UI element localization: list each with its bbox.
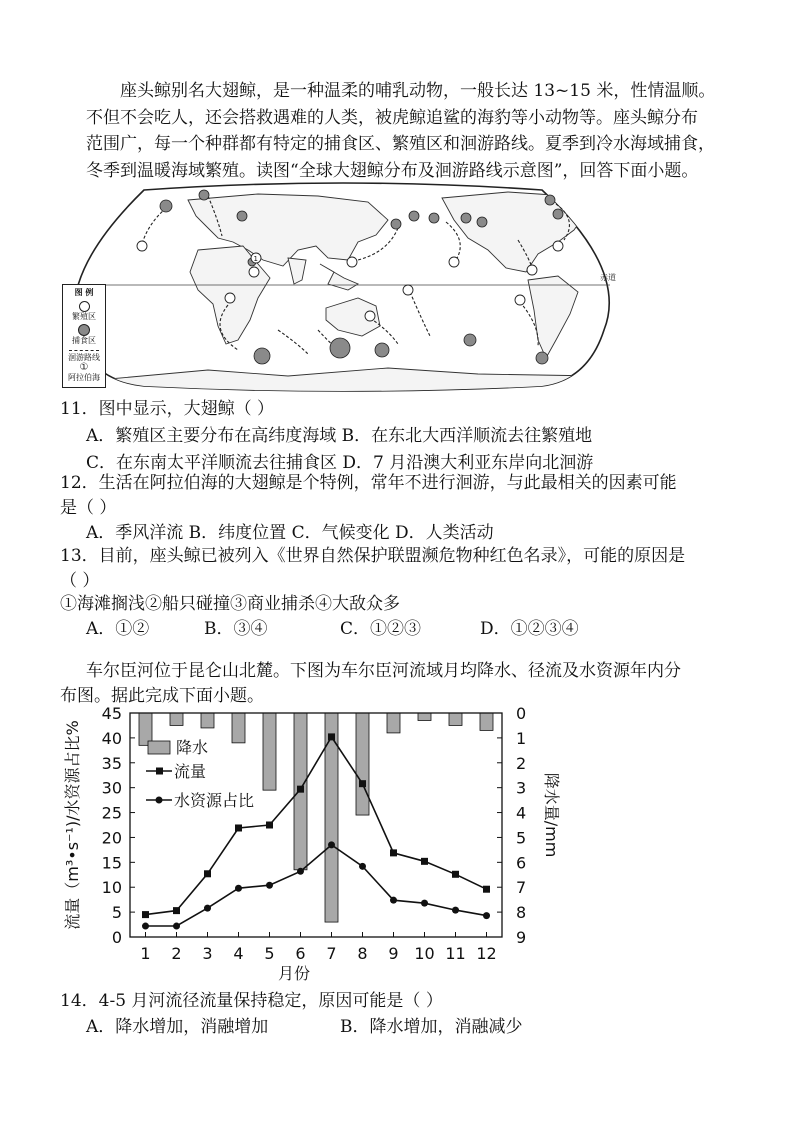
legend-feeding-label: 捕食区 [72, 336, 96, 345]
flow-point [328, 733, 335, 740]
breeding-area [137, 241, 147, 251]
precipitation-bar [232, 713, 245, 743]
precipitation-bar [387, 713, 400, 733]
flow-point [297, 786, 304, 793]
y-left-tick-label: 5 [111, 903, 122, 923]
y-left-tick-label: 15 [101, 853, 122, 873]
passage-line: 冬季到温暖海域繁殖。读图“全球大翅鲸分布及洄游路线示意图”，回答下面小题。 [86, 160, 699, 181]
flow-point [173, 907, 180, 914]
legend-share-label: 水资源占比 [174, 791, 255, 810]
precipitation-bar [449, 713, 462, 725]
water-share-point [266, 882, 273, 889]
arabian-sea-marker-label: 1 [253, 255, 258, 263]
water-share-point [204, 905, 211, 912]
x-tick-label: 6 [295, 944, 306, 963]
water-share-point [359, 863, 366, 870]
flow-point [142, 911, 149, 918]
precipitation-bar [170, 713, 183, 725]
flow-point [452, 871, 459, 878]
question-12-stem: 12．生活在阿拉伯海的大翅鲸是个特例，常年不进行洄游，与此最相关的因素可能 [60, 473, 677, 493]
legend-arabian-label: 阿拉伯海 [68, 373, 100, 382]
y-right-tick-label: 9 [516, 928, 527, 947]
question-13-stem-cont: （ ） [60, 571, 100, 591]
breeding-area [347, 257, 357, 267]
water-share-point [297, 868, 304, 875]
feeding-area [461, 213, 471, 223]
legend-arabian-num: ① [79, 362, 89, 373]
legend-title: 图 例 [74, 288, 94, 297]
breeding-area [515, 295, 525, 305]
legend-breeding-label: 繁殖区 [72, 312, 96, 321]
y-left-tick-label: 45 [101, 705, 122, 723]
feeding-area [536, 352, 548, 364]
breeding-area [365, 311, 375, 321]
question-13-option-b: B．③④ [204, 619, 268, 639]
x-tick-label: 7 [326, 944, 337, 963]
feeding-area [464, 334, 476, 346]
feeding-area [237, 211, 247, 221]
map-legend [62, 284, 106, 388]
x-tick-label: 9 [388, 944, 399, 963]
feeding-area [553, 209, 563, 219]
legend-breeding-symbol [79, 301, 90, 312]
precipitation-bar [356, 713, 369, 815]
passage-cherchen-line2: 布图。据此完成下面小题。 [60, 686, 264, 706]
y-left-tick-label: 20 [101, 828, 122, 848]
flow-point [266, 822, 273, 829]
y-right-tick-label: 1 [516, 728, 527, 748]
water-share-point [142, 923, 149, 930]
legend-precip-label: 降水 [176, 738, 209, 757]
breeding-area [403, 285, 413, 295]
legend-route-label: 洄游路线 [68, 353, 100, 362]
breeding-area [553, 241, 563, 251]
feeding-area [409, 211, 419, 221]
feeding-area [391, 219, 401, 229]
equator-label: 赤道 [600, 273, 616, 282]
y-right-tick-label: 3 [516, 778, 527, 798]
water-share-point [328, 841, 335, 848]
breeding-area [449, 257, 459, 267]
question-13-option-c: C．①②③ [340, 619, 422, 639]
x-tick-label: 1 [140, 944, 151, 963]
feeding-area [477, 217, 487, 227]
y-right-tick-label: 6 [516, 853, 527, 873]
precipitation-bar [418, 713, 431, 720]
feeding-area [199, 190, 209, 200]
water-share-point [452, 907, 459, 914]
flow-point [204, 870, 211, 877]
passage-humpback [86, 78, 746, 184]
water-share-point [390, 897, 397, 904]
y-right-tick-label: 8 [516, 903, 527, 923]
humpback-migration-map [58, 180, 628, 392]
x-tick-label: 3 [202, 944, 213, 963]
y-axis-right-label: 降水量/mm [542, 772, 561, 858]
precipitation-runoff-chart [56, 705, 566, 987]
water-share-point [235, 885, 242, 892]
question-12-stem-cont: 是（ ） [60, 498, 117, 518]
feeding-area [254, 348, 270, 364]
y-left-tick-label: 0 [111, 928, 122, 947]
y-right-tick-label: 0 [516, 705, 527, 723]
precipitation-bar [139, 713, 152, 745]
y-left-tick-label: 35 [101, 753, 122, 773]
question-13-items: ①海滩搁浅②船只碰撞③商业捕杀④大敌众多 [60, 594, 400, 614]
y-left-tick-label: 40 [101, 728, 122, 748]
question-14-option-b: B．降水增加，消融减少 [340, 1017, 523, 1037]
feeding-area [375, 343, 389, 357]
question-11-stem: 11．图中显示，大翅鲸（ ） [60, 399, 275, 419]
y-right-tick-label: 4 [516, 803, 527, 823]
precipitation-bar [263, 713, 276, 790]
y-left-tick-label: 10 [101, 878, 122, 898]
precipitation-bar [201, 713, 214, 728]
question-13-option-d: D．①②③④ [480, 619, 579, 639]
x-tick-label: 8 [357, 944, 368, 963]
question-13-stem: 13．目前，座头鲸已被列入《世界自然保护联盟濒危物种红色名录》，可能的原因是 [60, 546, 686, 566]
y-right-tick-label: 7 [516, 878, 527, 898]
passage-cherchen-line1: 车尔臣河位于昆仑山北麓。下图为车尔臣河流域月均降水、径流及水资源年内分 [86, 661, 681, 681]
flow-point [421, 858, 428, 865]
question-14-stem: 14．4-5 月河流径流量保持稳定，原因可能是（ ） [60, 991, 443, 1011]
question-11-options-cd: C．在东南太平洋顺流去往捕食区 D．7 月沿澳大利亚东岸向北洄游 [86, 453, 594, 473]
x-tick-label: 10 [414, 944, 435, 963]
feeding-area [545, 195, 555, 205]
x-tick-label: 11 [445, 944, 466, 963]
precipitation-bar [480, 713, 493, 730]
y-right-tick-label: 5 [516, 828, 527, 848]
feeding-area [160, 200, 172, 212]
legend-route-symbol [69, 350, 99, 351]
flow-point [235, 824, 242, 831]
legend-flow-marker [156, 768, 163, 775]
breeding-area [225, 293, 235, 303]
water-share-point [173, 923, 180, 930]
water-share-point [483, 912, 490, 919]
y-axis-left-label: 流量（m³•s⁻¹)/水资源占比% [63, 720, 82, 930]
passage-line: 座头鲸别名大翅鲸，是一种温柔的哺乳动物，一般长达 13~15 米，性情温顺。 [120, 81, 716, 101]
question-13-option-a: A．①② [86, 619, 150, 639]
y-left-tick-label: 30 [101, 778, 122, 798]
x-axis-label: 月份 [277, 964, 311, 983]
question-11-options-ab: A．繁殖区主要分布在高纬度海域 B．在东北大西洋顺流去往繁殖地 [86, 426, 593, 446]
flow-point [390, 849, 397, 856]
passage-line: 不但不会吃人，还会搭救遇难的人类，被虎鲸追鲨的海豹等小动物等。座头鲸分布 [86, 107, 698, 128]
flow-point [359, 780, 366, 787]
x-tick-label: 4 [233, 944, 244, 963]
chart-legend [146, 738, 254, 810]
x-tick-label: 2 [171, 944, 182, 963]
feeding-area [429, 213, 439, 223]
legend-share-marker [156, 797, 163, 804]
x-tick-label: 5 [264, 944, 275, 963]
legend-feeding-symbol [78, 324, 90, 336]
breeding-area [249, 267, 259, 277]
legend-flow-label: 流量 [174, 762, 207, 781]
water-share-point [421, 900, 428, 907]
x-tick-label: 12 [476, 944, 497, 963]
flow-point [483, 886, 490, 893]
legend-bar-swatch [148, 741, 170, 754]
breeding-area [527, 265, 537, 275]
passage-line: 范围广，每一个种群都有特定的捕食区、繁殖区和洄游路线。夏季到冷水海域捕食， [86, 134, 715, 154]
y-left-tick-label: 25 [101, 803, 122, 823]
question-14-option-a: A．降水增加，消融增加 [86, 1017, 269, 1037]
question-12-options: A．季风洋流 B．纬度位置 C．气候变化 D．人类活动 [86, 523, 494, 543]
feeding-area [330, 338, 350, 358]
y-right-tick-label: 2 [516, 753, 527, 773]
